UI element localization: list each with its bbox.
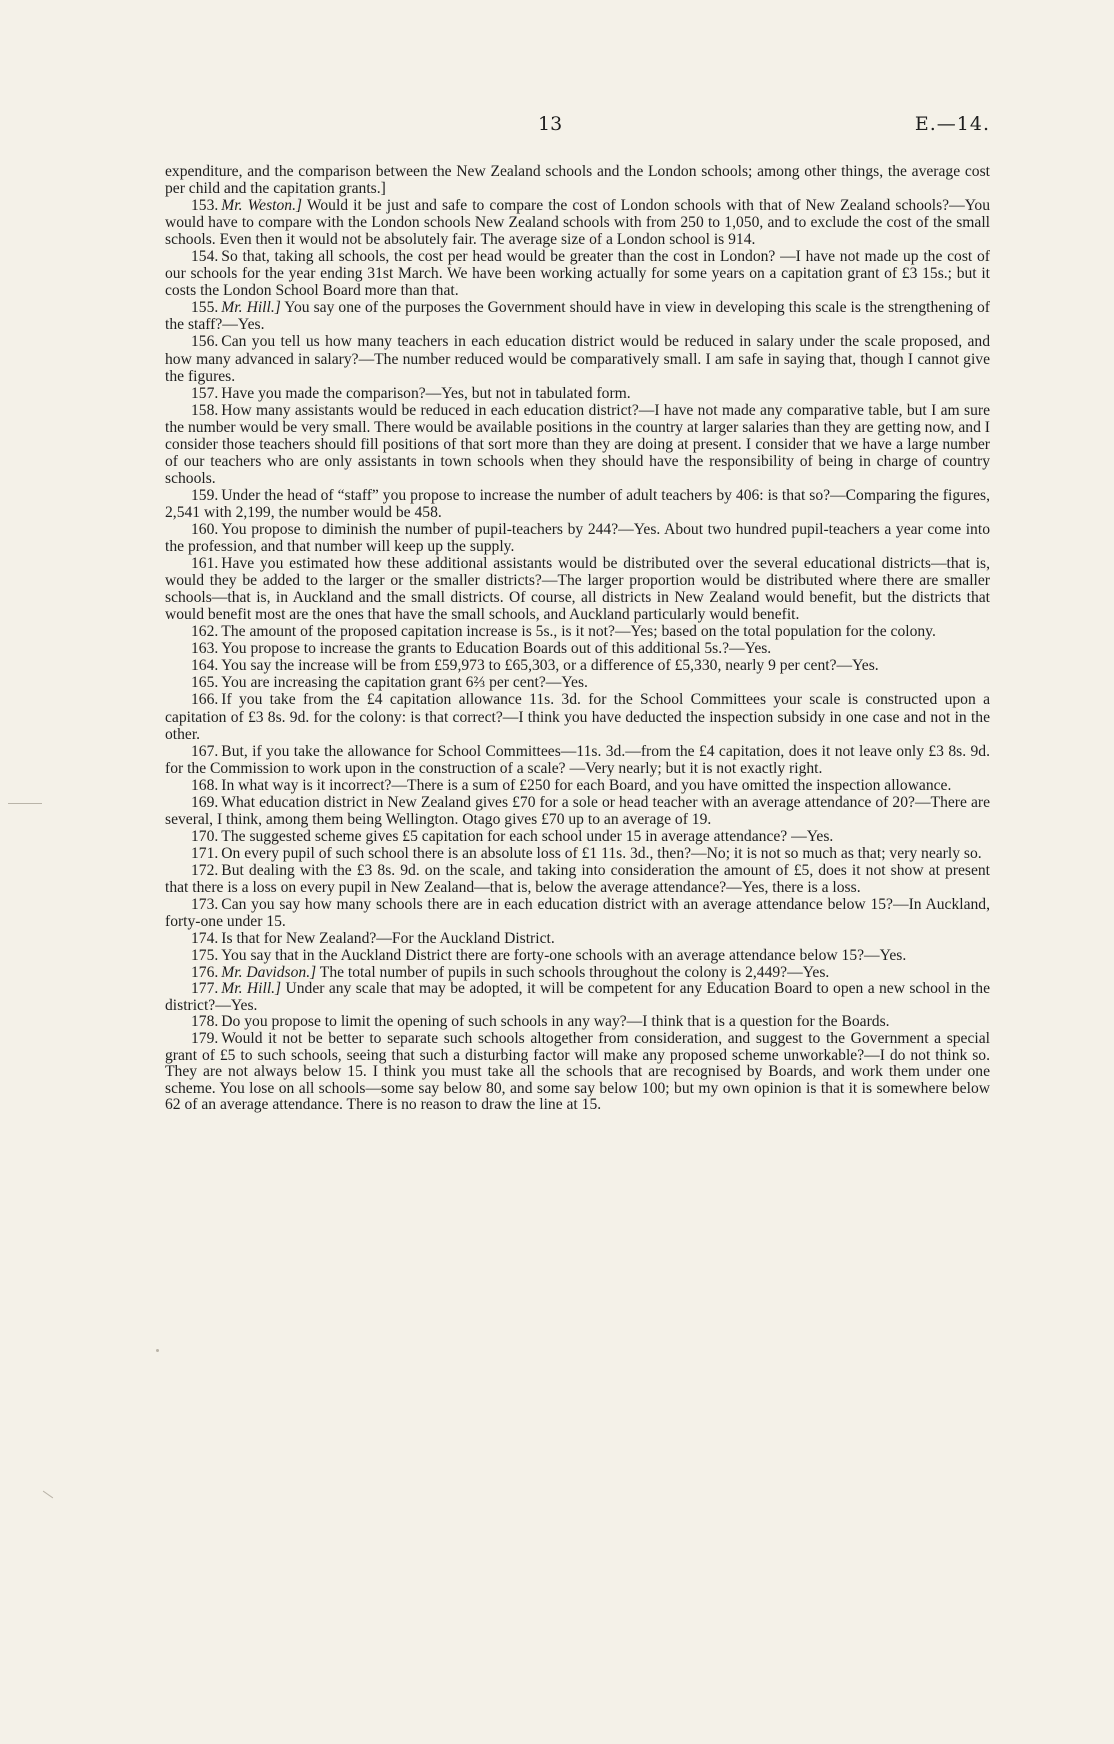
paragraph-text: Have you made the comparison?—Yes, but not in tabulated form. [221,384,631,402]
paragraph-text: The suggested scheme gives £5 capitation for each school under 15 in average attendance? —Yes. [221,827,834,845]
paragraph-number: 170. [191,827,219,845]
paragraph-number: 156. [191,333,219,351]
paragraph-number: 154. [191,248,219,266]
qa-paragraph [165,981,990,1014]
paragraph-text: You say one of the purposes the Government should have in view in developing this scale is the strengthening of the staff?—Yes. [165,299,990,334]
scan-mark [43,1491,53,1499]
qa-paragraph [165,299,990,333]
paragraph-number: 176. [191,964,219,982]
page-header [0,113,1114,143]
paragraph-text: Would it not be better to separate such schools altogether from consideration, and suggest to the Government a special grant of £5 to such schools, seeing that such a disturbing factor will make any proposed scheme unworkable?—I do not think so. They are not always below 15. I think you must take all the schools that are recognised by Boards, and work them under one scheme. You lose on all schools—some say below 80, and some say below 100; but my own opinion is that it is somewhere below 62 of an average attendance. There is no reason to draw the line at 15. [165,1030,990,1114]
paragraph-text: You say the increase will be from £59,973 to £65,303, or a difference of £5,330, nearly 9 per cent?—Yes. [221,657,879,675]
paragraph-text: But dealing with the £3 8s. 9d. on the scale, and taking into consideration the amount of £5, does it not show at present that there is a loss on every pupil in New Zealand—that is, below the average attendance?—Yes, there is a loss. [165,861,990,896]
qa-paragraph [165,845,990,862]
qa-paragraph [165,947,990,964]
paragraph-text: How many assistants would be reduced in each education district?—I have not made any comparative table, but I am sure the number would be very small. There would be available positions in the country at larger salaries than they are getting now, and I consider those teachers should fill positions of that sort more than they are doing at present. I consider that we have a large number of our teachers who are only assistants in town schools when they should have the responsibility of being in charge of country schools. [165,401,990,487]
speaker-name: Mr. Hill.] [221,980,282,998]
paragraph-number: 162. [191,623,219,641]
qa-paragraph [165,964,990,981]
paragraph-text: Would it be just and safe to compare the cost of London schools with that of New Zealand schools?—You would have to compare with the London schools New Zealand schools with from 250 to 1,050, and to exclude the cost of the small schools. Even then it would not be absolutely fair. The average size of a London school is 914. [165,197,990,249]
paragraph-text: What education district in New Zealand gives £70 for a sole or head teacher with an average attendance of 20?—There are several, I think, among them being Wellington. Otago gives £70 up to an average of 19. [165,793,990,828]
paragraph-number: 155. [191,299,219,317]
paragraph-number: 167. [191,742,219,760]
paragraph-number: 177. [191,980,219,998]
paragraph-text: Can you say how many schools there are in each education district with an average attendance below 15?—In Auckland, forty-one under 15. [165,896,990,931]
qa-paragraph [165,828,990,845]
qa-paragraph [165,862,990,896]
paragraph-text: Under any scale that may be adopted, it will be competent for any Education Board to open a new school in the district?—Yes. [165,980,990,1014]
paragraph-number: 173. [191,896,219,914]
qa-paragraph [165,657,990,674]
qa-paragraph [165,691,990,742]
paragraph-text: If you take from the £4 capitation allowance 11s. 3d. for the School Committees your scale is constructed upon a capitation of £3 8s. 9d. for the colony: is that correct?—I think you have deducted the inspection subsidy in one case and not in the other. [165,691,990,743]
paragraph-number: 174. [191,930,219,948]
paragraph-number: 171. [191,844,219,862]
paragraph-number: 157. [191,384,219,402]
scan-mark [8,803,42,804]
paragraph-number: 166. [191,691,219,709]
paragraph-text: The amount of the proposed capitation increase is 5s., is it not?—Yes; based on the total population for the colony. [221,623,936,641]
paragraph-number: 161. [191,555,219,573]
paragraph-number: 169. [191,793,219,811]
paragraph-number: 160. [191,520,219,538]
paragraph-number: 172. [191,861,219,879]
scan-mark [156,1349,159,1352]
qa-paragraph [165,896,990,930]
qa-paragraph [165,333,990,384]
paragraph-number: 153. [191,197,219,215]
qa-paragraph [165,1014,990,1031]
document-body [165,163,990,1114]
speaker-name: Mr. Hill.] [221,299,281,317]
paragraph-text: The total number of pupils in such schools throughout the colony is 2,449?—Yes. [316,964,830,982]
paragraph-text: So that, taking all schools, the cost per head would be greater than the cost in London? —I have not made up the cost of our schools for the year ending 31st March. We have been working actually for some years on a capitation grant of £3 15s.; but it costs the London School Board more than that. [165,248,990,300]
paragraph-text: Can you tell us how many teachers in each education district would be reduced in salary under the scale proposed, and how many advanced in salary?—The number reduced would be comparatively small. I am safe in saying that, though I cannot give the figures. [165,333,990,385]
document-reference: E.—14. [914,113,990,135]
paragraph-number: 168. [191,776,219,794]
paragraph-text: But, if you take the allowance for School Committees—11s. 3d.—from the £4 capitation, does it not leave only £3 8s. 9d. for the Commission to work upon in the construction of a scale? —Very nearly; but it is not exactly right. [165,742,990,777]
paragraph-text: On every pupil of such school there is an absolute loss of £1 11s. 3d., then?—No; it is not so much as that; very nearly so. [221,844,982,862]
paragraph-text: You propose to increase the grants to Education Boards out of this additional 5s.?—Yes. [221,640,772,658]
paragraph-text: Under the head of “staff” you propose to increase the number of adult teachers by 406: is that so?—Comparing the figures, 2,541 with 2,199, the number would be 458. [165,486,990,521]
qa-paragraph [165,487,990,521]
paragraph-number: 179. [191,1030,219,1048]
paragraph-number: 158. [191,401,219,419]
qa-paragraph [165,930,990,947]
paragraph-number: 175. [191,947,219,965]
qa-paragraph [165,794,990,828]
qa-paragraph [165,674,990,691]
speaker-name: Mr. Weston.] [221,197,303,215]
paragraph-text: Do you propose to limit the opening of such schools in any way?—I think that is a question for the Boards. [221,1013,890,1031]
paragraph-number: 164. [191,657,219,675]
qa-paragraph [165,248,990,299]
paragraph-text: In what way is it incorrect?—There is a sum of £250 for each Board, and you have omitted the inspection allowance. [221,776,952,794]
paragraph-number: 159. [191,486,219,504]
paragraph-text: You say that in the Auckland District there are forty-one schools with an average attendance below 15?—Yes. [221,947,907,965]
qa-paragraph [165,402,990,487]
qa-paragraph [165,555,990,623]
qa-paragraph [165,777,990,794]
qa-paragraph [165,640,990,657]
paragraph-number: 178. [191,1013,219,1031]
qa-paragraph [165,521,990,555]
qa-paragraph [165,1031,990,1114]
paragraph-number: 163. [191,640,219,658]
continuation-paragraph: expenditure, and the comparison between the New Zealand schools and the London schools; among other things, the average cost per child and the capitation grants.] [165,163,990,198]
paragraph-text: You propose to diminish the number of pupil-teachers by 244?—Yes. About two hundred pupil-teachers a year come into the profession, and that number will keep up the supply. [165,520,990,556]
qa-paragraph [165,623,990,640]
qa-paragraph [165,743,990,777]
qa-paragraph [165,385,990,402]
qa-paragraph [165,197,990,248]
speaker-name: Mr. Davidson.] [221,964,317,982]
paragraph-text: Is that for New Zealand?—For the Auckland District. [221,930,555,948]
paragraph-number: 165. [191,674,219,692]
paragraph-text: Have you estimated how these additional assistants would be distributed over the several educational districts—that is, would they be added to the larger or the smaller districts?—The larger proportion would be distributed where there are smaller schools—that is, in Auckland and the small districts. Of course, all districts in New Zealand would benefit, but the districts that would benefit most are the ones that have the small schools, and Auckland particularly would benefit. [165,555,990,624]
paragraph-text: You are increasing the capitation grant 6⅔ per cent?—Yes. [221,674,588,692]
page-number: 13 [538,113,563,135]
